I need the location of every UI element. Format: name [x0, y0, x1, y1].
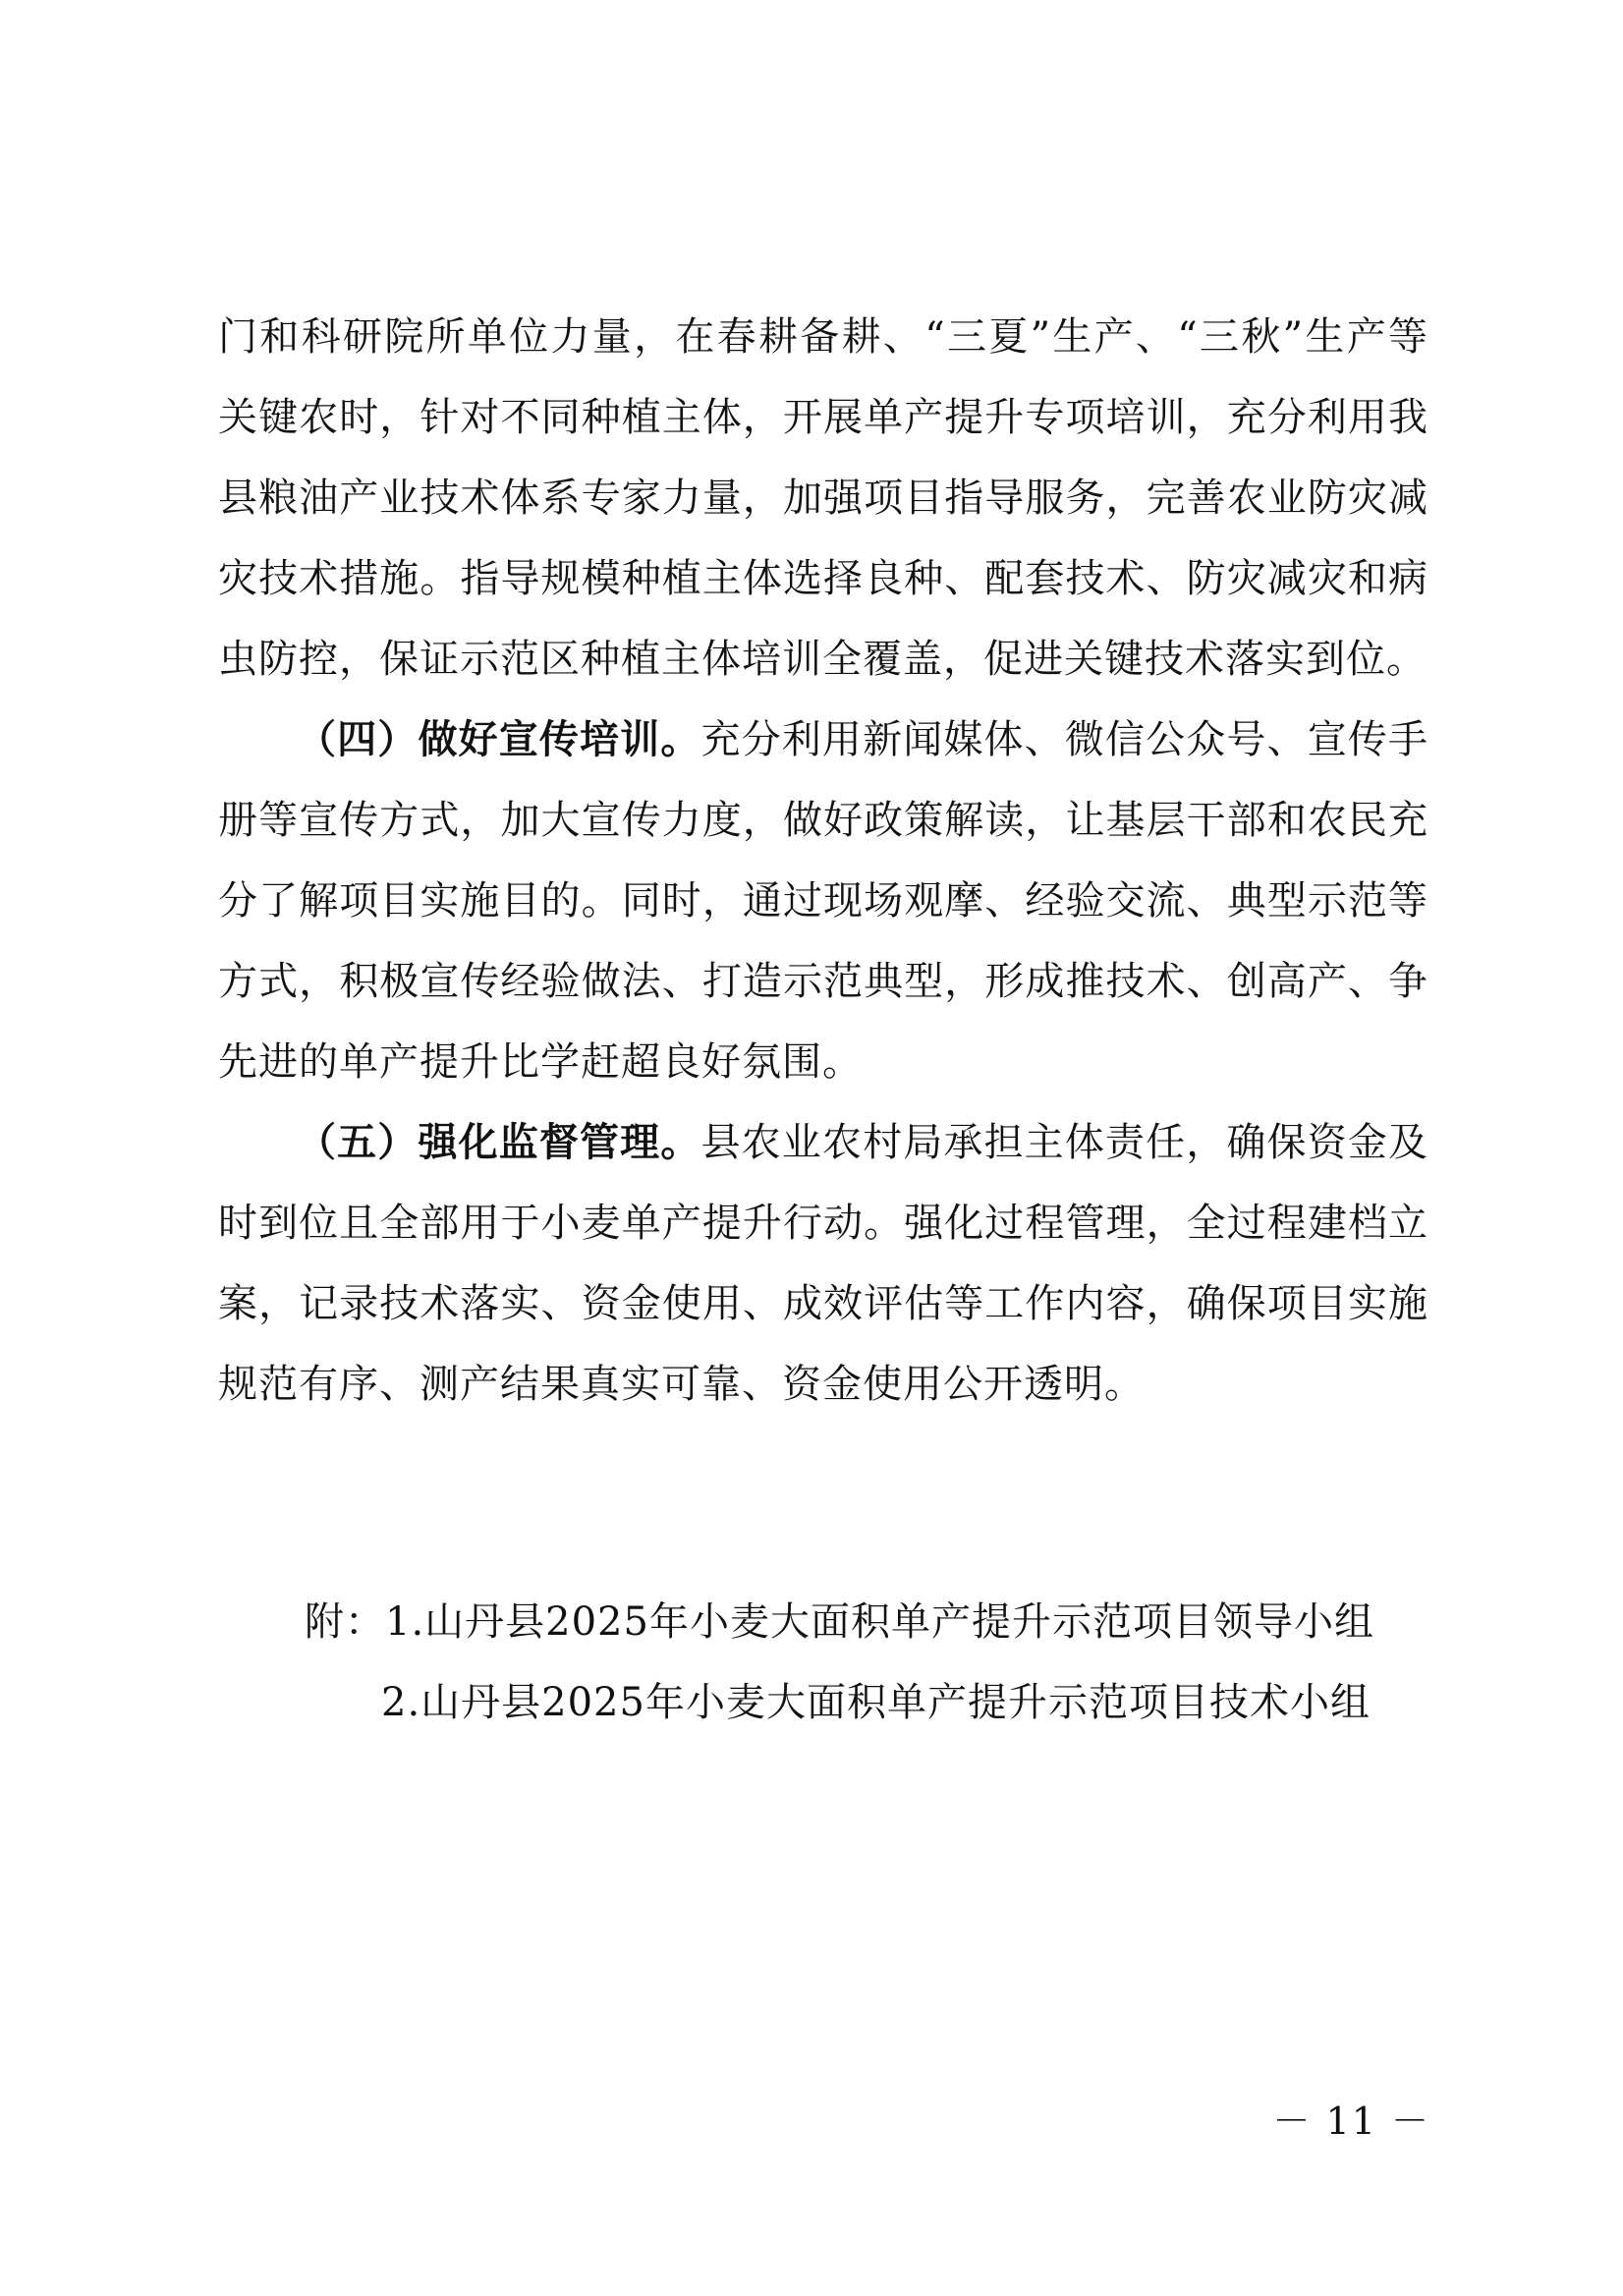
attachment-item-text: 1.山丹县2025年小麦大面积单产提升示范项目领导小组 — [385, 1599, 1374, 1645]
section-heading-publicity: （四）做好宣传培训。 — [297, 716, 701, 762]
body-text — [218, 297, 1428, 1425]
attachment-item-text: 2.山丹县2025年小麦大面积单产提升示范项目技术小组 — [381, 1680, 1371, 1725]
attachment-item — [305, 1662, 1425, 1743]
attachment-item — [305, 1582, 1425, 1662]
paragraph-text: 充分利用新闻媒体、微信公众号、宣传手册等宣传方式，加大宣传力度，做好政策解读，让基层干部和农民充分了解项目实施目的。同时，通过现场观摩、经验交流、典型示范等方式，积极宣传经验做法、打造示范典型，形成推技术、创高产、争先进的单产提升比学赶超良好氛围。 — [218, 717, 1429, 1085]
section-heading-supervision: （五）强化监督管理。 — [297, 1119, 701, 1165]
paragraph-text: 县农业农村局承担主体责任，确保资金及时到位且全部用于小麦单产提升行动。强化过程管理，全过程建档立案，记录技术落实、资金使用、成效评估等工作内容，确保项目实施规范有序、测产结果真实可靠、资金使用公开透明。 — [218, 1120, 1429, 1407]
paragraph-supervision — [218, 1102, 1428, 1425]
paragraph-text: 门和科研院所单位力量，在春耕备耕、“三夏”生产、“三秋”生产等关键农时，针对不同种植主体，开展单产提升专项培训，充分利用我县粮油产业技术体系专家力量，加强项目指导服务，完善农业防灾减灾技术措施。指导规模种植主体选择良种、配套技术、防灾减灾和病虫防控，保证示范区种植主体培训全覆盖，促进关键技术落实到位。 — [218, 314, 1428, 682]
paragraph-continuation — [218, 297, 1428, 700]
attachments-label: 附： — [305, 1599, 385, 1645]
paragraph-publicity-training — [218, 700, 1428, 1102]
attachments-list — [305, 1582, 1425, 1743]
page-number: － 11 － — [1272, 2100, 1430, 2143]
